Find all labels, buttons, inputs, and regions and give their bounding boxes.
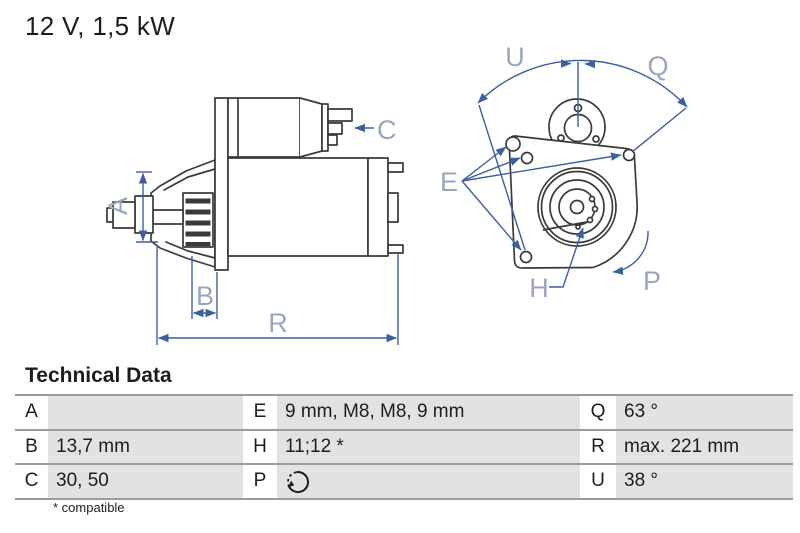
dim-label-u: U [505, 42, 525, 72]
table-row [15, 465, 793, 500]
table-key-cell: C [15, 465, 48, 498]
dim-label-c: C [377, 115, 397, 145]
table-value-cell: 9 mm, M8, M8, 9 mm [277, 396, 580, 429]
technical-data-table [15, 394, 793, 500]
rotation-direction-icon [285, 468, 312, 495]
bolt-hole [521, 252, 532, 263]
dim-label-p: P [642, 266, 662, 296]
table-key-cell: B [15, 431, 48, 464]
starter-front-view [506, 99, 637, 268]
table-row [15, 396, 793, 431]
dim-label-b: B [195, 281, 215, 311]
compatible-footnote: * compatible [53, 500, 125, 515]
table-row [15, 431, 793, 466]
table-key-cell: A [15, 396, 48, 429]
dim-label-r: R [268, 308, 288, 338]
table-key-cell: Q [580, 396, 616, 429]
solenoid-terminal [328, 109, 352, 121]
table-value-cell: 11;12 * [277, 431, 580, 464]
bolt-hole [506, 137, 520, 151]
table-key-cell: E [243, 396, 277, 429]
mounting-flange [215, 98, 228, 270]
end-cap [368, 158, 388, 256]
dim-label-q: Q [647, 51, 669, 81]
table-key-cell: H [243, 431, 277, 464]
table-value-cell [277, 465, 580, 498]
table-value-cell: max. 221 mm [616, 431, 793, 464]
table-key-cell: P [243, 465, 277, 498]
motor-body [228, 158, 368, 256]
starter-side-view [107, 98, 403, 270]
page-title: 12 V, 1,5 kW [25, 11, 176, 41]
table-key-cell: R [580, 431, 616, 464]
technical-data-heading: Technical Data [25, 364, 172, 387]
table-key-cell: U [580, 465, 616, 498]
table-value-cell: 38 ° [616, 465, 793, 498]
dim-label-h: H [529, 273, 549, 303]
bolt-hole [522, 153, 533, 164]
table-value-cell: 13,7 mm [48, 431, 243, 464]
dim-label-e: E [439, 167, 459, 197]
dim-label-a: A [103, 196, 133, 216]
table-value-cell: 63 ° [616, 396, 793, 429]
table-value-cell [48, 396, 243, 429]
table-value-cell: 30, 50 [48, 465, 243, 498]
